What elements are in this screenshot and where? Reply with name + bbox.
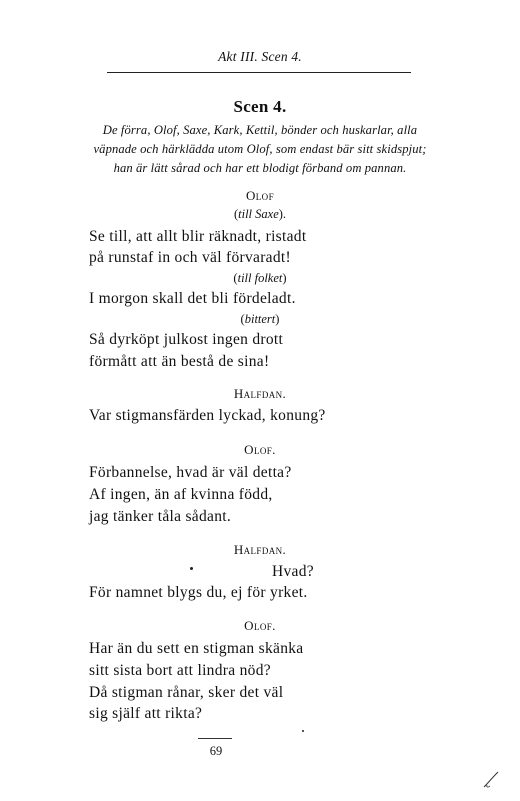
speaker-name: Olof. <box>244 618 276 633</box>
speaker-name: Olof <box>246 188 274 203</box>
verse-line: jag tänker tåla sådant. <box>89 508 232 525</box>
verse-line: Af ingen, än af kvinna född, <box>89 486 273 503</box>
scene-title: Scen 4. <box>233 97 287 116</box>
verse-line: sig själf att rikta? <box>89 705 203 722</box>
ink-speck <box>302 730 304 732</box>
verse-line: I morgon skall det bli fördeladt. <box>89 290 296 307</box>
running-head: Akt III. Scen 4. <box>218 49 302 64</box>
stage-direction-line: väpnade och härklädda utom Olof, som endast bär sitt skidspjut; <box>93 142 427 156</box>
stage-direction-line: De förra, Olof, Saxe, Kark, Kettil, bönder och huskarlar, alla <box>102 123 418 137</box>
stage-direction-inline: (bittert) <box>240 312 280 326</box>
pencil-mark <box>482 770 500 790</box>
verse-line: på runstaf in och väl förvaradt! <box>89 249 291 266</box>
verse-line: Se till, att allt blir räknadt, ristadt <box>89 228 307 245</box>
direction-text: bittert <box>244 312 276 326</box>
stage-direction-inline: (till folket) <box>233 271 287 285</box>
speaker-name: Halfdan. <box>233 386 287 401</box>
verse-line: sitt sista bort att lindra nöd? <box>89 662 271 679</box>
verse-line: Har än du sett en stigman skänka <box>89 640 304 657</box>
footer-rule <box>198 738 232 739</box>
header-rule <box>107 72 411 73</box>
page-number: 69 <box>209 744 223 758</box>
verse-line: Då stigman rånar, sker det väl <box>89 684 284 701</box>
speaker-name: Halfdan. <box>233 542 287 557</box>
direction-text: till folket <box>237 271 283 285</box>
verse-line: Så dyrköpt julkost ingen drott <box>89 331 284 348</box>
speaker-name: Olof. <box>244 442 276 457</box>
verse-line: För namnet blygs du, ej för yrket. <box>89 584 308 601</box>
ink-speck <box>190 567 193 570</box>
verse-line: Var stigmansfärden lyckad, konung? <box>89 407 326 424</box>
verse-line: Förbannelse, hvad är väl detta? <box>89 464 292 481</box>
verse-line: Hvad? <box>272 563 314 580</box>
stage-direction-inline: (till Saxe). <box>233 207 287 221</box>
direction-text: till Saxe <box>238 207 279 221</box>
verse-line: förmått att än bestå de sina! <box>89 353 270 370</box>
stage-direction-line: han är lätt sårad och har ett blodigt förband om pannan. <box>113 161 407 175</box>
